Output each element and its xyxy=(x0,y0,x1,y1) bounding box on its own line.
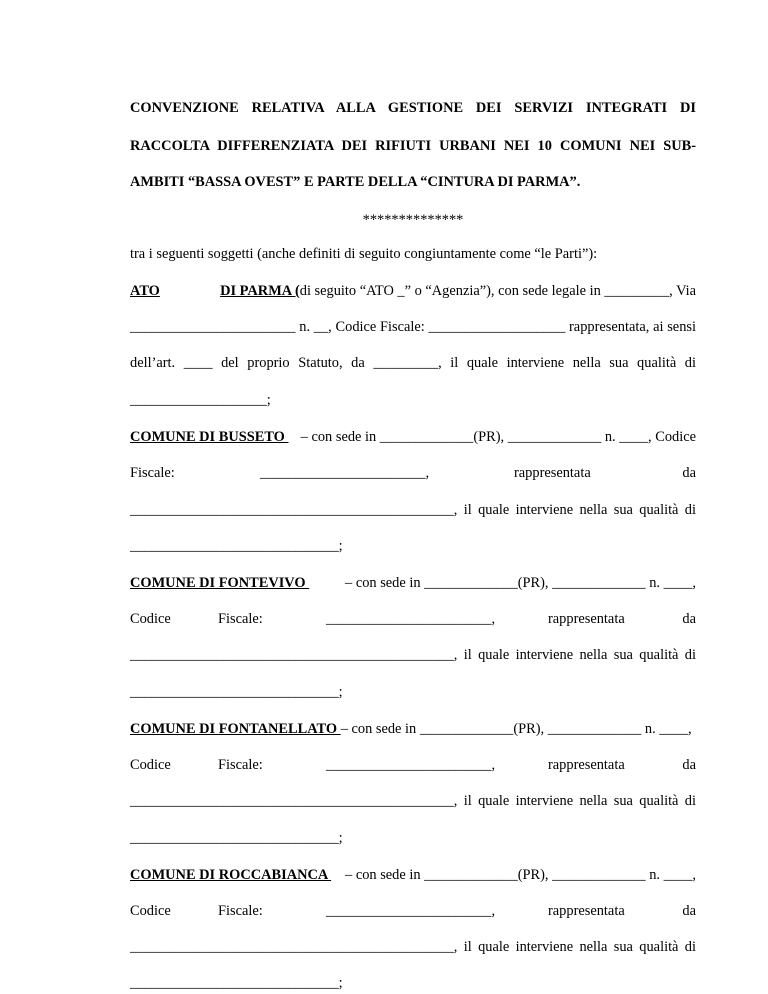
title-line-3: AMBITI “BASSA OVEST” E PARTE DELLA “CINTURA DI PARMA”. xyxy=(130,174,581,190)
title-line-1: CONVENZIONE RELATIVA ALLA GESTIONE DEI SERVIZI INTEGRATI DI xyxy=(130,100,696,116)
comune-busseto-line-3: _____________________________________________, il quale interviene nella sua qualità di xyxy=(130,502,696,518)
comune-roccabianca-line-3: _____________________________________________, il quale interviene nella sua qualità di xyxy=(130,939,696,955)
ato-line-2: _______________________ n. __, Codice Fiscale: ___________________ rappresentata, ai sensi xyxy=(130,319,696,335)
comune-roccabianca-sede: – con sede in _____________(PR), _____________ n. ____, xyxy=(345,867,696,883)
comune-fontevivo-line-4: _____________________________; xyxy=(130,684,343,700)
comune-busseto-name: COMUNE DI BUSSETO xyxy=(130,429,289,445)
ato-name-a: ATO xyxy=(130,283,160,299)
comune-roccabianca-name: COMUNE DI ROCCABIANCA xyxy=(130,867,332,883)
comune-fontevivo-codice: Codice xyxy=(130,611,171,627)
comune-fontevivo-line-1 xyxy=(130,574,696,592)
comune-busseto-fiscale-value: _______________________, xyxy=(260,465,430,481)
ato-name-b: DI PARMA ( xyxy=(220,283,300,299)
comune-fontevivo-line-3: _____________________________________________, il quale interviene nella sua qualità di xyxy=(130,647,696,663)
comune-roccabianca-fiscale-value: _______________________, xyxy=(326,903,496,919)
comune-fontanellato-line-3: _____________________________________________, il quale interviene nella sua qualità di xyxy=(130,793,696,809)
ato-line-4: ___________________; xyxy=(130,392,271,408)
comune-fontevivo-sede: – con sede in _____________(PR), _____________ n. ____, xyxy=(345,575,696,591)
ato-line1-rest: di seguito “ATO _” o “Agenzia”), con sede legale in _________, Via xyxy=(299,283,696,299)
comune-fontevivo-fiscale-label: Fiscale: xyxy=(218,611,263,627)
comune-roccabianca-rapp: rappresentata xyxy=(548,903,625,919)
title-line-2: RACCOLTA DIFFERENZIATA DEI RIFIUTI URBANI NEI 10 COMUNI NEI SUB- xyxy=(130,138,696,154)
comune-busseto-da: da xyxy=(682,465,696,481)
comune-fontanellato-fiscale-value: _______________________, xyxy=(326,757,496,773)
comune-fontanellato-codice: Codice xyxy=(130,757,171,773)
comune-roccabianca-line-4: _____________________________; xyxy=(130,975,343,991)
comune-roccabianca-da: da xyxy=(682,903,696,919)
separator: ************** xyxy=(362,212,464,228)
comune-busseto-fiscale-label: Fiscale: xyxy=(130,465,175,481)
comune-fontevivo-da: da xyxy=(682,611,696,627)
comune-busseto-line-1 xyxy=(130,428,696,446)
comune-roccabianca-line-1 xyxy=(130,866,696,884)
comune-busseto-sede: – con sede in _____________(PR), _____________ n. ____, Codice xyxy=(300,429,696,445)
ato-line-1 xyxy=(130,282,696,300)
comune-fontanellato-da: da xyxy=(682,757,696,773)
comune-roccabianca-fiscale-label: Fiscale: xyxy=(218,903,263,919)
comune-fontanellato-sede: – con sede in _____________(PR), _____________ n. ____, xyxy=(340,721,692,737)
comune-fontevivo-name: COMUNE DI FONTEVIVO xyxy=(130,575,310,591)
comune-fontanellato-line-1 xyxy=(130,720,696,738)
comune-roccabianca-codice: Codice xyxy=(130,903,171,919)
comune-fontevivo-fiscale-value: _______________________, xyxy=(326,611,496,627)
comune-fontanellato-line-4: _____________________________; xyxy=(130,830,343,846)
comune-fontevivo-rapp: rappresentata xyxy=(548,611,625,627)
intro-text: tra i seguenti soggetti (anche definiti di seguito congiuntamente come “le Parti”): xyxy=(130,246,598,262)
comune-fontanellato-name: COMUNE DI FONTANELLATO xyxy=(130,721,341,737)
comune-busseto-rapp: rappresentata xyxy=(514,465,591,481)
comune-fontanellato-rapp: rappresentata xyxy=(548,757,625,773)
ato-line-3: dell’art. ____ del proprio Statuto, da _________, il quale interviene nella sua qualità di xyxy=(130,355,696,371)
comune-fontanellato-fiscale-label: Fiscale: xyxy=(218,757,263,773)
comune-busseto-line-4: _____________________________; xyxy=(130,538,343,554)
